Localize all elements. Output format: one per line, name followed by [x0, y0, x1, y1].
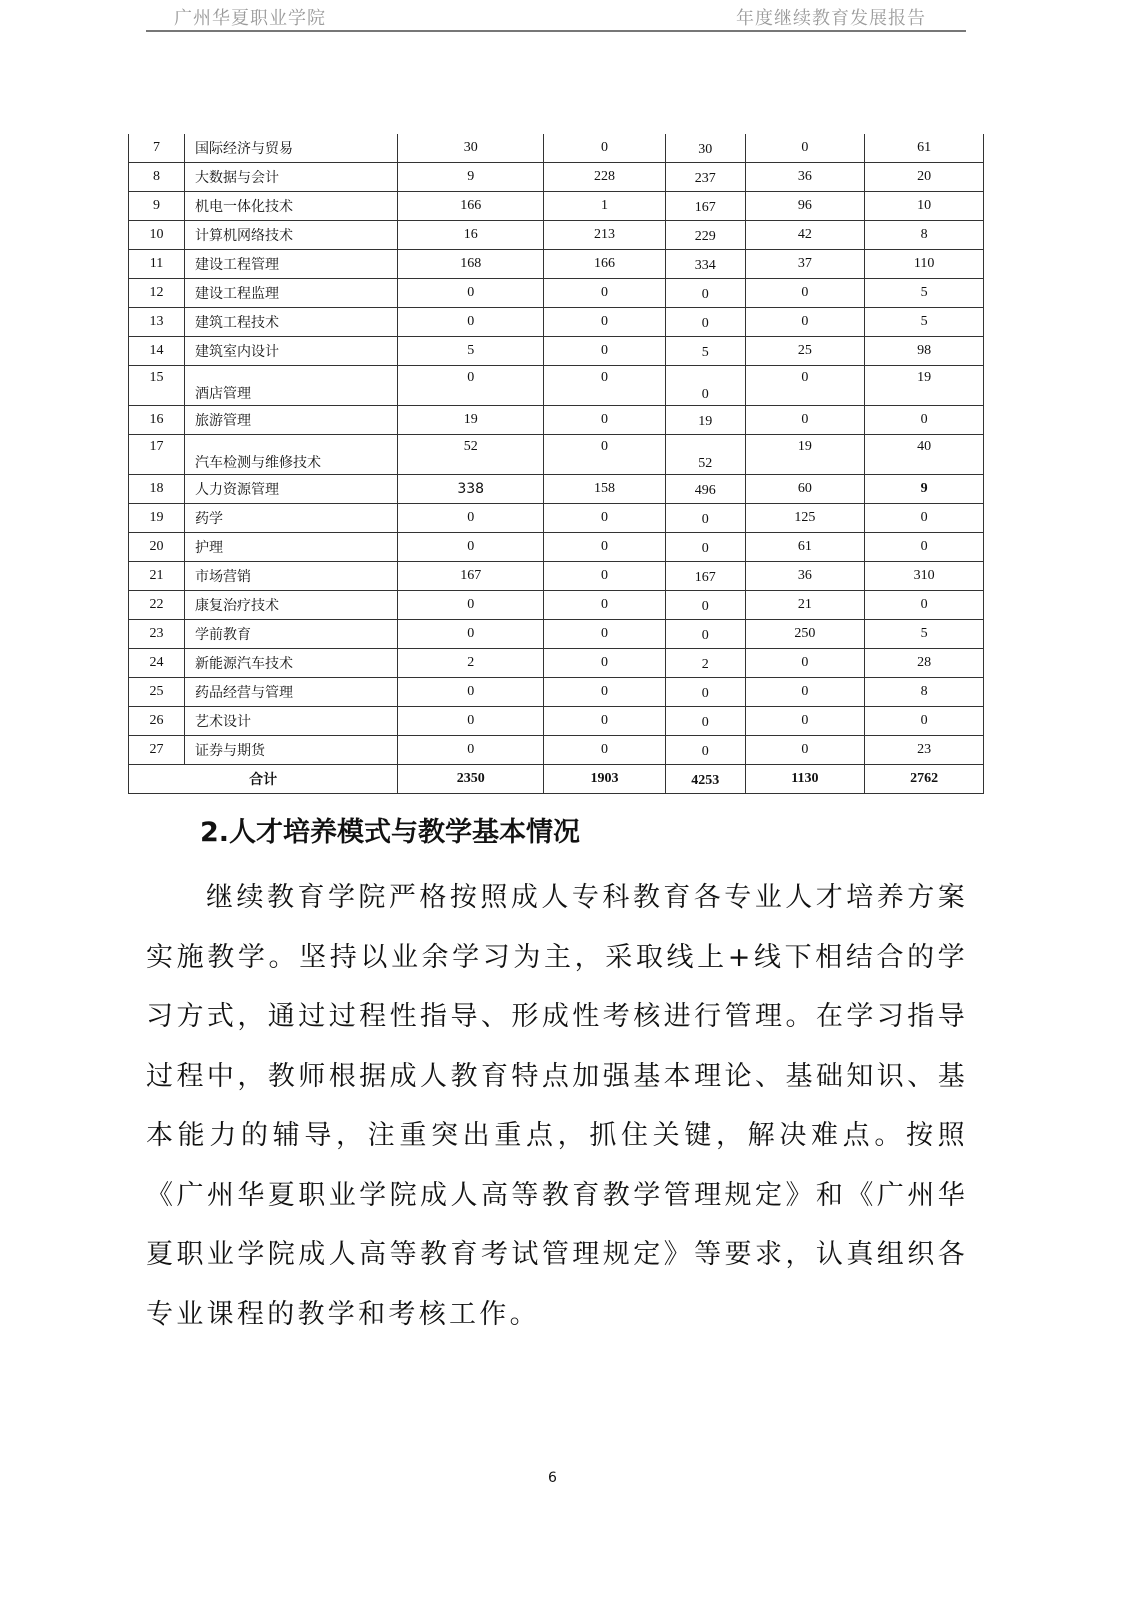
row-number-cell: 24 [129, 649, 185, 678]
value-cell-c5: 0 [865, 406, 984, 435]
value-cell-c5: 28 [865, 649, 984, 678]
table-total-row [129, 765, 984, 794]
row-number-cell: 20 [129, 533, 185, 562]
major-name-cell: 旅游管理 [184, 406, 397, 435]
value-cell-c1: 0 [398, 533, 544, 562]
value-cell-c4: 42 [745, 221, 865, 250]
value-cell-c2: 0 [544, 366, 666, 406]
value-cell-c5: 10 [865, 192, 984, 221]
value-cell-c5: 9 [865, 475, 984, 504]
value-cell-c3: 30 [665, 134, 745, 163]
table-row [129, 475, 984, 504]
value-cell-c1: 0 [398, 707, 544, 736]
value-cell-c4: 60 [745, 475, 865, 504]
major-name-cell: 药品经营与管理 [184, 678, 397, 707]
major-name-cell: 市场营销 [184, 562, 397, 591]
total-value-cell-c3: 4253 [665, 765, 745, 794]
value-cell-c4: 0 [745, 707, 865, 736]
value-cell-c3: 5 [665, 337, 745, 366]
table-row [129, 435, 984, 475]
value-cell-c1: 9 [398, 163, 544, 192]
value-cell-c2: 0 [544, 308, 666, 337]
header-institution: 广州华夏职业学院 [174, 8, 326, 29]
total-value-cell-c4: 1130 [745, 765, 865, 794]
value-cell-c5: 0 [865, 533, 984, 562]
value-cell-c5: 5 [865, 308, 984, 337]
row-number-cell: 23 [129, 620, 185, 649]
value-cell-c3: 52 [665, 435, 745, 475]
row-number-cell: 12 [129, 279, 185, 308]
value-cell-c1: 30 [398, 134, 544, 163]
value-cell-c2: 0 [544, 435, 666, 475]
value-cell-c2: 0 [544, 134, 666, 163]
value-cell-c1: 0 [398, 308, 544, 337]
major-name-cell: 护理 [184, 533, 397, 562]
table-row [129, 308, 984, 337]
value-cell-c4: 36 [745, 163, 865, 192]
value-cell-c1: 16 [398, 221, 544, 250]
value-cell-c4: 125 [745, 504, 865, 533]
value-cell-c2: 0 [544, 620, 666, 649]
value-cell-c2: 228 [544, 163, 666, 192]
major-name-cell: 国际经济与贸易 [184, 134, 397, 163]
value-cell-c5: 0 [865, 707, 984, 736]
value-cell-c1: 52 [398, 435, 544, 475]
value-cell-c5: 8 [865, 221, 984, 250]
row-number-cell: 19 [129, 504, 185, 533]
table-row [129, 221, 984, 250]
major-name-cell: 学前教育 [184, 620, 397, 649]
row-number-cell: 8 [129, 163, 185, 192]
value-cell-c3: 0 [665, 533, 745, 562]
table-row [129, 406, 984, 435]
major-name-cell: 大数据与会计 [184, 163, 397, 192]
value-cell-c4: 61 [745, 533, 865, 562]
table-row [129, 533, 984, 562]
table-row [129, 366, 984, 406]
value-cell-c2: 0 [544, 406, 666, 435]
value-cell-c3: 0 [665, 308, 745, 337]
value-cell-c4: 96 [745, 192, 865, 221]
value-cell-c2: 0 [544, 533, 666, 562]
enrollment-table [128, 134, 984, 794]
major-name-cell: 建筑工程技术 [184, 308, 397, 337]
table-row [129, 279, 984, 308]
value-cell-c3: 0 [665, 279, 745, 308]
value-cell-c5: 110 [865, 250, 984, 279]
value-cell-c5: 0 [865, 504, 984, 533]
major-name-cell: 人力资源管理 [184, 475, 397, 504]
value-cell-c3: 2 [665, 649, 745, 678]
total-value-cell-c1: 2350 [398, 765, 544, 794]
value-cell-c1: 5 [398, 337, 544, 366]
value-cell-c5: 23 [865, 736, 984, 765]
row-number-cell: 22 [129, 591, 185, 620]
value-cell-c2: 213 [544, 221, 666, 250]
value-cell-c5: 0 [865, 591, 984, 620]
major-name-cell: 康复治疗技术 [184, 591, 397, 620]
section-title: 2.人才培养模式与教学基本情况 [200, 817, 581, 848]
table-row [129, 250, 984, 279]
value-cell-c4: 19 [745, 435, 865, 475]
row-number-cell: 9 [129, 192, 185, 221]
row-number-cell: 27 [129, 736, 185, 765]
major-name-cell: 建筑室内设计 [184, 337, 397, 366]
value-cell-c4: 25 [745, 337, 865, 366]
page-number: 6 [548, 1470, 557, 1486]
value-cell-c1: 0 [398, 279, 544, 308]
major-name-cell: 证券与期货 [184, 736, 397, 765]
value-cell-c2: 1 [544, 192, 666, 221]
major-name-cell: 计算机网络技术 [184, 221, 397, 250]
value-cell-c1: 0 [398, 591, 544, 620]
page-header [146, 0, 966, 32]
value-cell-c3: 167 [665, 562, 745, 591]
value-cell-c5: 5 [865, 620, 984, 649]
row-number-cell: 11 [129, 250, 185, 279]
value-cell-c3: 496 [665, 475, 745, 504]
value-cell-c4: 0 [745, 308, 865, 337]
value-cell-c3: 0 [665, 707, 745, 736]
table-row [129, 562, 984, 591]
value-cell-c1: 0 [398, 366, 544, 406]
value-cell-c3: 0 [665, 366, 745, 406]
value-cell-c2: 158 [544, 475, 666, 504]
row-number-cell: 14 [129, 337, 185, 366]
value-cell-c2: 0 [544, 736, 666, 765]
value-cell-c2: 0 [544, 649, 666, 678]
row-number-cell: 21 [129, 562, 185, 591]
row-number-cell: 25 [129, 678, 185, 707]
value-cell-c4: 37 [745, 250, 865, 279]
row-number-cell: 18 [129, 475, 185, 504]
value-cell-c1: 167 [398, 562, 544, 591]
value-cell-c3: 229 [665, 221, 745, 250]
value-cell-c4: 0 [745, 279, 865, 308]
value-cell-c4: 0 [745, 134, 865, 163]
table-row [129, 736, 984, 765]
major-name-cell: 药学 [184, 504, 397, 533]
value-cell-c2: 0 [544, 562, 666, 591]
value-cell-c2: 0 [544, 337, 666, 366]
row-number-cell: 7 [129, 134, 185, 163]
row-number-cell: 26 [129, 707, 185, 736]
value-cell-c4: 250 [745, 620, 865, 649]
value-cell-c4: 0 [745, 736, 865, 765]
total-value-cell-c2: 1903 [544, 765, 666, 794]
table-row [129, 678, 984, 707]
value-cell-c2: 0 [544, 678, 666, 707]
value-cell-c3: 0 [665, 504, 745, 533]
major-name-cell: 汽车检测与维修技术 [184, 435, 397, 475]
value-cell-c1: 19 [398, 406, 544, 435]
value-cell-c4: 0 [745, 649, 865, 678]
value-cell-c4: 0 [745, 366, 865, 406]
major-name-cell: 建设工程管理 [184, 250, 397, 279]
value-cell-c5: 61 [865, 134, 984, 163]
value-cell-c5: 98 [865, 337, 984, 366]
value-cell-c5: 19 [865, 366, 984, 406]
value-cell-c4: 21 [745, 591, 865, 620]
total-label-cell: 合计 [129, 765, 398, 794]
value-cell-c3: 0 [665, 620, 745, 649]
value-cell-c1: 0 [398, 678, 544, 707]
value-cell-c4: 0 [745, 678, 865, 707]
major-name-cell: 酒店管理 [184, 366, 397, 406]
table-row [129, 192, 984, 221]
value-cell-c4: 0 [745, 406, 865, 435]
total-value-cell-c5: 2762 [865, 765, 984, 794]
value-cell-c2: 0 [544, 591, 666, 620]
value-cell-c1: 168 [398, 250, 544, 279]
table-row [129, 134, 984, 163]
row-number-cell: 17 [129, 435, 185, 475]
table-row [129, 707, 984, 736]
row-number-cell: 15 [129, 366, 185, 406]
value-cell-c3: 0 [665, 678, 745, 707]
value-cell-c5: 8 [865, 678, 984, 707]
value-cell-c3: 167 [665, 192, 745, 221]
value-cell-c1: 0 [398, 620, 544, 649]
value-cell-c5: 20 [865, 163, 984, 192]
table-row [129, 504, 984, 533]
row-number-cell: 10 [129, 221, 185, 250]
value-cell-c1: 0 [398, 736, 544, 765]
table-row [129, 337, 984, 366]
table-row [129, 620, 984, 649]
major-name-cell: 艺术设计 [184, 707, 397, 736]
value-cell-c3: 237 [665, 163, 745, 192]
value-cell-c3: 0 [665, 736, 745, 765]
value-cell-c5: 40 [865, 435, 984, 475]
table-row [129, 163, 984, 192]
value-cell-c3: 334 [665, 250, 745, 279]
value-cell-c3: 19 [665, 406, 745, 435]
value-cell-c3: 0 [665, 591, 745, 620]
section-paragraph: 继续教育学院严格按照成人专科教育各专业人才培养方案实施教学。坚持以业余学习为主，采取线上+线下相结合的学习方式，通过过程性指导、形成性考核进行管理。在学习指导过程中，教师根据成人教育特点加强基本理论、基础知识、基本能力的辅导，注重突出重点，抓住关键，解决难点。按照《广州华夏职业学院成人高等教育教学管理规定》和《广州华夏职业学院成人高等教育考试管理规定》等要求，认真组织各专业课程的教学和考核工作。 [146, 882, 968, 1330]
value-cell-c2: 0 [544, 504, 666, 533]
value-cell-c1: 0 [398, 504, 544, 533]
row-number-cell: 13 [129, 308, 185, 337]
major-name-cell: 建设工程监理 [184, 279, 397, 308]
value-cell-c2: 0 [544, 707, 666, 736]
value-cell-c1: 338 [398, 475, 544, 504]
major-name-cell: 新能源汽车技术 [184, 649, 397, 678]
value-cell-c5: 5 [865, 279, 984, 308]
value-cell-c1: 166 [398, 192, 544, 221]
value-cell-c4: 36 [745, 562, 865, 591]
header-report-title: 年度继续教育发展报告 [736, 8, 926, 29]
value-cell-c5: 310 [865, 562, 984, 591]
table-row [129, 591, 984, 620]
table-row [129, 649, 984, 678]
row-number-cell: 16 [129, 406, 185, 435]
value-cell-c1: 2 [398, 649, 544, 678]
major-name-cell: 机电一体化技术 [184, 192, 397, 221]
value-cell-c2: 0 [544, 279, 666, 308]
value-cell-c2: 166 [544, 250, 666, 279]
